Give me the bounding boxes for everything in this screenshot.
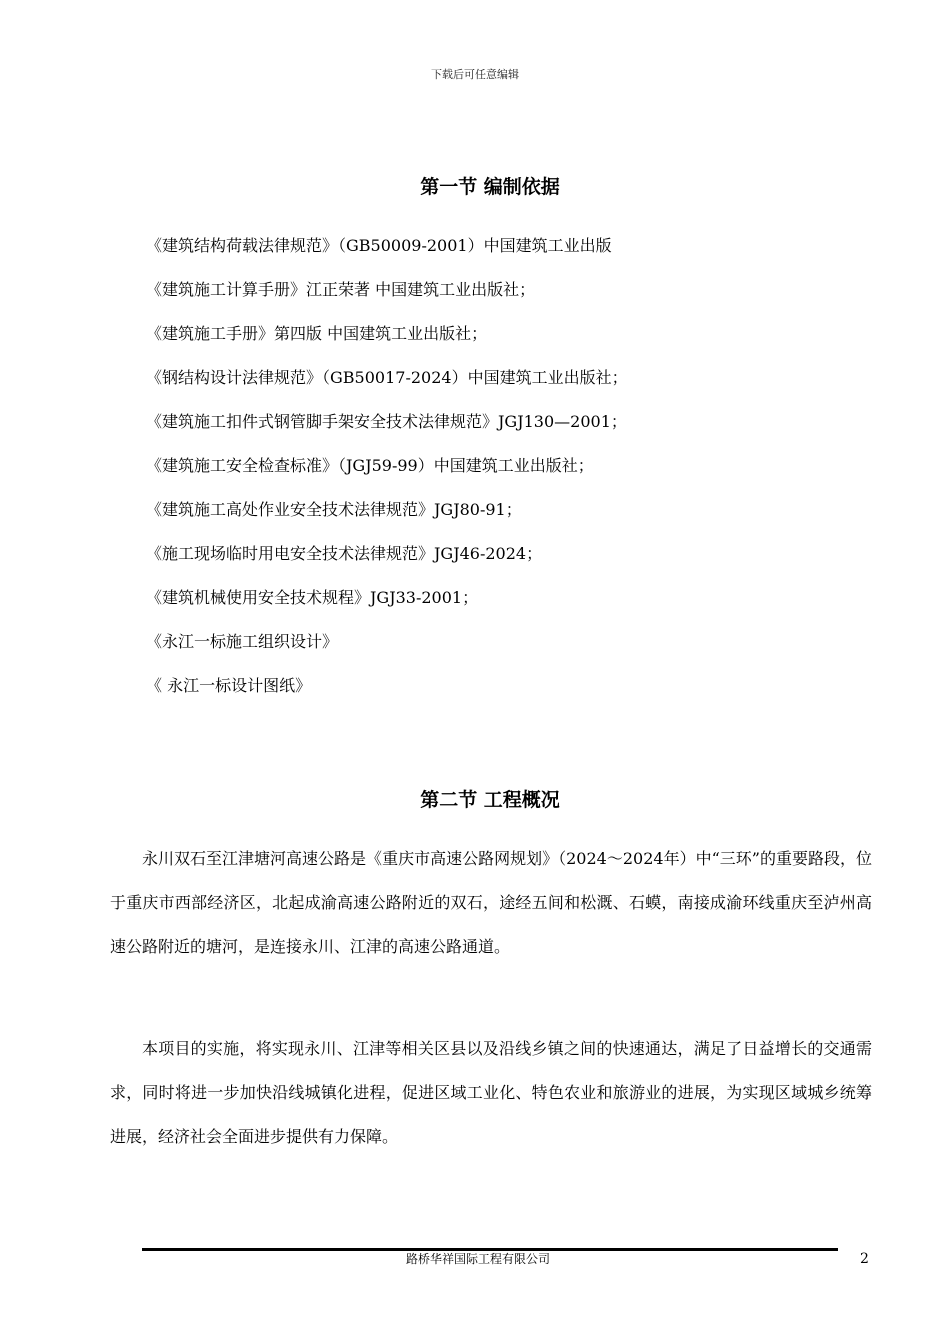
header-note: 下载后可任意编辑 (431, 68, 519, 81)
reference-list (146, 232, 866, 716)
reference-item: 《建筑施工扣件式钢管脚手架安全技术法律规范》JGJ130—2001； (146, 412, 627, 431)
reference-item: 《永江一标施工组织设计》 (146, 632, 339, 651)
page-number: 2 (860, 1251, 869, 1267)
reference-item: 《建筑施工计算手册》江正荣著 中国建筑工业出版社； (146, 280, 536, 299)
reference-item: 《建筑施工安全检查标准》（JGJ59-99）中国建筑工业出版社； (146, 456, 594, 475)
reference-item: 《建筑施工高处作业安全技术法律规范》JGJ80-91； (146, 500, 522, 519)
overview-paragraph-1: 永川双石至江津塘河高速公路是《重庆市高速公路网规划》（2024～2024年）中“三环”的重要路段，位于重庆市西部经济区，北起成渝高速公路附近的双石，途经五间和松溉、石蟆，南接成渝环线重庆至泸州高速公路附近的塘河，是连接永川、江津的高速公路通道。 (110, 849, 872, 956)
reference-item: 《建筑施工手册》第四版 中国建筑工业出版社； (146, 324, 488, 343)
reference-item: 《建筑机械使用安全技术规程》JGJ33-2001； (146, 588, 479, 607)
reference-item: 《施工现场临时用电安全技术法律规范》JGJ46-2024； (146, 544, 543, 563)
footer-company: 路桥华祥国际工程有限公司 (405, 1252, 550, 1266)
reference-item: 《钢结构设计法律规范》（GB50017-2024）中国建筑工业出版社； (146, 368, 628, 387)
section-title-overview: 第二节 工程概况 (420, 789, 560, 811)
reference-item: 《 永江一标设计图纸》 (146, 676, 312, 695)
section-title-basis: 第一节 编制依据 (420, 176, 560, 198)
reference-item: 《建筑结构荷载法律规范》（GB50009-2001）中国建筑工业出版 (146, 236, 612, 255)
overview-paragraph-2: 本项目的实施，将实现永川、江津等相关区县以及沿线乡镇之间的快速通达，满足了日益增长的交通需求，同时将进一步加快沿线城镇化进程，促进区域工业化、特色农业和旅游业的进展，为实现区域城乡统筹进展，经济社会全面进步提供有力保障。 (110, 1039, 872, 1146)
